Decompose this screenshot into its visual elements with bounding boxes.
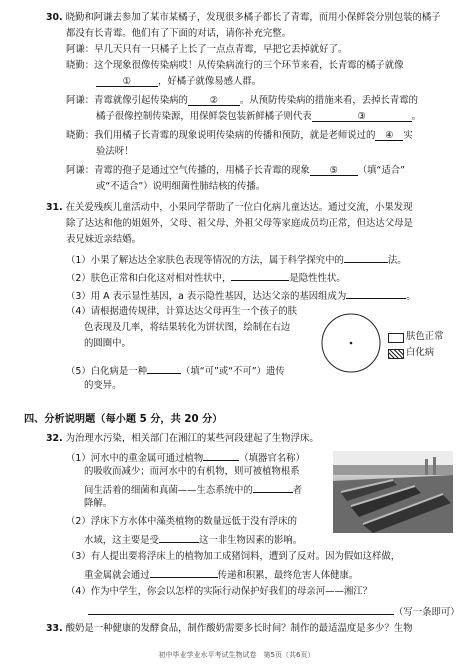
q32-part1-line1	[66, 450, 305, 465]
part-text: 重金属就会通过	[84, 570, 150, 581]
part-text: 水域，这主要是受	[84, 535, 160, 546]
q32-part4-line1	[66, 586, 372, 598]
dialog-text: ，好橘子就像易感人群。	[158, 76, 262, 87]
q30-dialog-3	[66, 95, 418, 107]
part-label: （4）	[66, 586, 91, 597]
q30-dialog-5-cont: 或“不适合”）说明细菌性肺结核的传播。	[96, 181, 266, 192]
dialog-text: 青霉的孢子是通过空气传播的，用橘子长青霉的现象	[94, 165, 310, 176]
q31-intro-line2: 除了达达和他的姐姐外，父母、祖父母、外祖父母等家庭成员均正常，但达达父母是	[66, 218, 413, 229]
answer-blank-1[interactable]: ①	[96, 76, 158, 87]
legend-swatch-albino	[388, 349, 404, 359]
q30-intro-line1	[46, 12, 441, 24]
part-label: （4）	[66, 306, 91, 317]
dialog-text: 。	[411, 111, 422, 122]
q32-part1-line3	[84, 482, 302, 497]
q30-dialog-4-cont: 验法呀！	[96, 146, 134, 157]
part-text: 小果了解达达全家肤色表现等情况的方法，属于科学探究中的	[90, 255, 344, 266]
part-text: 者	[292, 485, 303, 496]
part-text: 传递和积累，最终危害人体健康。	[217, 570, 359, 581]
dialog-text: 我们用橘子长青霉的现象说明传染病的传播和预防，就是老师说过的	[94, 130, 376, 141]
answer-blank-q31-3[interactable]	[346, 288, 406, 299]
floating-bed-photo	[333, 451, 453, 533]
q30-dialog-1	[66, 44, 347, 56]
answer-blank-q31-2[interactable]	[231, 270, 289, 281]
pie-center-dot	[350, 342, 353, 345]
legend-swatch-normal	[388, 333, 404, 343]
q31-number: 31.	[46, 202, 63, 213]
part-text: （填器官名称）	[239, 453, 305, 464]
answer-blank-2[interactable]: ②	[188, 95, 240, 106]
q32-part3-line2	[84, 567, 358, 582]
part-note: （写一条即可）	[394, 607, 460, 618]
part-label: （1）	[66, 453, 91, 464]
part-label: （3）	[66, 291, 91, 302]
q33-number: 33.	[46, 623, 63, 634]
answer-blank-q31-1[interactable]	[344, 252, 388, 263]
q32-part2-line1	[66, 516, 297, 528]
speaker: 晓勤：	[66, 60, 95, 71]
q33-text: 酸奶是一种健康的发酵食品，制作酸奶需要多长时间？制作的最适温度是多少？生物	[65, 623, 413, 634]
speaker: 阿谦：	[66, 165, 95, 176]
q31-part4-line2: 色表现及几率，将结果转化为饼状图，绘制在右边	[84, 322, 291, 333]
part-label: （2）	[66, 516, 91, 527]
part-text: 河水中的重金属可通过植物	[90, 453, 204, 464]
q30-dialog-2-cont	[96, 76, 261, 88]
q31-part5-line2: 的变异。	[84, 380, 122, 391]
answer-blank-3[interactable]: ③	[312, 111, 412, 122]
q31-part5	[66, 363, 285, 378]
section-four-title: 四、分析说明题（每小题 5 分，共 20 分）	[24, 414, 223, 425]
part-text: 请根据遗传规律，计算达达父母再生一个孩子的肤	[90, 306, 297, 317]
dialog-text: 这个现象很像传染病哎！从传染病流行的三个环节来看，长青霉的橘子就像	[94, 60, 404, 71]
q32-intro-text: 为治理水污染，相关部门在湘江的某些河段建起了生物浮床。	[65, 433, 319, 444]
answer-blank-4[interactable]: ④	[375, 130, 403, 141]
floating-bed-illustration	[333, 451, 453, 533]
part-text: 作为中学生，你会以怎样的实际行动保护好我们的母亲河——湘江？	[90, 586, 372, 597]
answer-blank-q31-5[interactable]	[147, 363, 181, 374]
answer-blank-q32-1a[interactable]	[203, 450, 239, 461]
q31-part2	[66, 270, 346, 285]
q32-number: 32.	[46, 433, 63, 444]
legend-label-albino: 白化病	[406, 347, 435, 358]
pie-chart-drawing-area[interactable]	[320, 312, 382, 374]
q31-intro-line3: 表兄妹近亲结婚。	[66, 234, 142, 245]
part-text: 用 A 表示显性基因，a 表示隐性基因，达达父亲的基因组成为	[90, 291, 347, 302]
part-text: 白化病是一种	[90, 366, 147, 377]
answer-blank-q32-2[interactable]	[159, 532, 199, 543]
part-label: （3）	[66, 551, 91, 562]
q32-intro	[46, 433, 319, 445]
speaker: 阿谦：	[66, 95, 95, 106]
q31-part3	[66, 288, 416, 303]
dialog-text: 。从预防传染病的措施来看，丢掉长青霉的	[239, 95, 419, 106]
q31-intro-line1	[46, 202, 412, 214]
speaker: 阿谦：	[66, 44, 95, 55]
part-label: （1）	[66, 255, 91, 266]
q33-line1	[46, 623, 412, 635]
part-text: （填“可”或“不可”）遗传	[180, 366, 285, 377]
q32-part1-line2: 的吸收而减少；而河水中的有机物，则可被植物根系	[84, 466, 300, 477]
answer-blank-q32-1b[interactable]	[253, 482, 293, 493]
q30-intro-line2: 都没有长青霉。他们有了下面的对话，请你补充完整。	[66, 28, 292, 39]
part-text: 。	[406, 291, 416, 302]
dialog-text: 青霉就像引起传染病的	[94, 95, 188, 106]
q31-part4-line3: 的圆圈中。	[84, 338, 131, 349]
part-text: 浮床下方水体中藻类植物的数量远低于没有浮床的	[90, 516, 297, 527]
q30-dialog-4	[66, 130, 413, 142]
part-text: 是隐性性状。	[289, 273, 346, 284]
q31-intro1: 在关爱残疾儿童活动中，小果同学帮助了一位白化病儿童达达。通过交流，小果发现	[65, 202, 413, 213]
q30-dialog-2	[66, 60, 404, 72]
part-text: 有人提出要将浮床上的植物加工成猪饲料，遭到了反对。因为假如这样做，	[90, 551, 401, 562]
q30-dialog-5	[66, 165, 405, 177]
legend-label-normal: 肤色正常	[406, 331, 444, 342]
q32-part4-line2	[88, 604, 460, 619]
q30-intro1: 晓勤和阿谦去参加了某市某橘子，发现很多橘子都长了青霉，而用小保鲜袋分别包装的橘子	[65, 12, 441, 23]
q31-part4-line1	[66, 306, 297, 318]
dialog-text: （填“适合”	[357, 165, 405, 176]
q31-part1	[66, 252, 407, 267]
part-text: 肤色正常和白化这对相对性状中，	[90, 273, 232, 284]
answer-blank-q32-3[interactable]	[150, 567, 218, 578]
q30-number: 30.	[46, 12, 63, 23]
dialog-text: 实	[403, 130, 413, 141]
q30-dialog-3-cont	[96, 111, 421, 123]
q32-part1-line4: 降解。	[84, 498, 113, 509]
answer-blank-q32-4[interactable]	[88, 604, 394, 615]
speaker: 晓勤：	[66, 130, 95, 141]
part-label: （2）	[66, 273, 91, 284]
dialog-text: 早几天只有一只橘子上长了一点点青霉，早把它丢掉就好了。	[94, 44, 348, 55]
dialog-text: 橘子很像控制传染源，用保鲜袋包装新鲜橘子则代表	[96, 111, 312, 122]
part-text: 间生活着的细菌和真菌——生态系统中的	[84, 485, 253, 496]
part-label: （5）	[66, 366, 91, 377]
q32-part3-line1	[66, 551, 400, 563]
part-text: 这一非生物因素的影响。	[199, 535, 303, 546]
part-text: 法。	[387, 255, 407, 266]
answer-blank-5[interactable]: ⑤	[310, 165, 358, 176]
page-footer: 初中毕业学业水平考试生物试卷 第5页（共6页）	[158, 651, 315, 659]
q32-part2-line2	[84, 532, 302, 547]
